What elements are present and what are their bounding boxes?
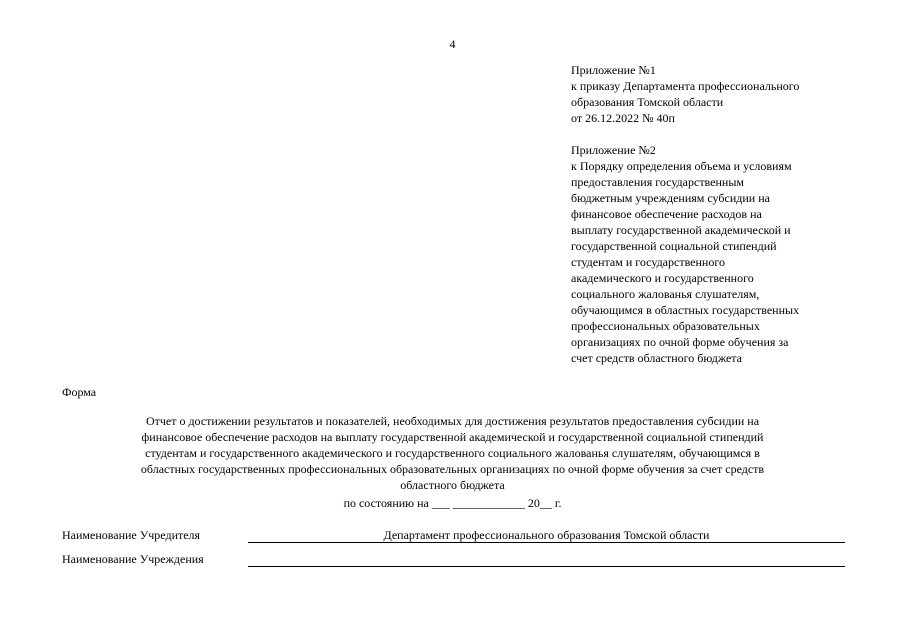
report-title-line: Отчет о достижении результатов и показателей, необходимых для достижения результатов предоставления субсидии на xyxy=(145,414,760,428)
appendix-1-line: Приложение №1 xyxy=(571,63,656,77)
appendix-2-line: счет средств областного бюджета xyxy=(571,351,743,365)
institution-field[interactable] xyxy=(248,551,845,567)
page-number: 4 xyxy=(449,37,456,51)
founder-label: Наименование Учредителя xyxy=(62,528,201,542)
appendix-2-line: студентам и государственного xyxy=(571,255,725,269)
appendix-1-line: от 26.12.2022 № 40п xyxy=(571,111,675,125)
founder-row xyxy=(62,527,845,545)
appendix-2-line: социального жалованья слушателям, xyxy=(571,287,760,301)
appendix-2-line: Приложение №2 xyxy=(571,143,656,157)
appendix-1-line: образования Томской области xyxy=(571,95,724,109)
appendix-2-line: государственной социальной стипендий xyxy=(571,239,777,253)
report-title-line: областных государственных профессиональных образовательных организациях по очной форме обучения за счет средств xyxy=(140,462,765,476)
appendix-2-line: бюджетным учреждениям субсидии на xyxy=(571,191,770,205)
institution-row xyxy=(62,551,845,569)
appendix-2-header xyxy=(571,142,861,366)
form-label: Форма xyxy=(62,385,97,399)
appendix-2-line: обучающимся в областных государственных xyxy=(571,303,800,317)
appendix-2-line: к Порядку определения объема и условиям xyxy=(571,159,792,173)
appendix-2-line: выплату государственной академической и xyxy=(571,223,791,237)
report-title-line: финансовое обеспечение расходов на выплату государственной академической и государственной социальной стипендий xyxy=(141,430,764,444)
appendix-2-line: организациях по очной форме обучения за xyxy=(571,335,789,349)
as-of-date-line: по состоянию на ___ ____________ 20__ г. xyxy=(343,496,562,510)
institution-label: Наименование Учреждения xyxy=(62,552,204,566)
appendix-2-line: академического и государственного xyxy=(571,271,754,285)
appendix-2-line: финансовое обеспечение расходов на xyxy=(571,207,762,221)
report-title-line: областного бюджета xyxy=(400,478,505,492)
appendix-1-line: к приказу Департамента профессионального xyxy=(571,79,800,93)
appendix-1-header xyxy=(571,62,861,126)
founder-field[interactable]: Департамент профессионального образования Томской области xyxy=(248,527,845,543)
appendix-2-line: предоставления государственным xyxy=(571,175,744,189)
report-title-line: студентам и государственного академического и государственного социального жалованья слушателям, обучающимся в xyxy=(145,446,760,460)
report-title xyxy=(60,413,845,493)
appendix-2-line: профессиональных образовательных xyxy=(571,319,760,333)
